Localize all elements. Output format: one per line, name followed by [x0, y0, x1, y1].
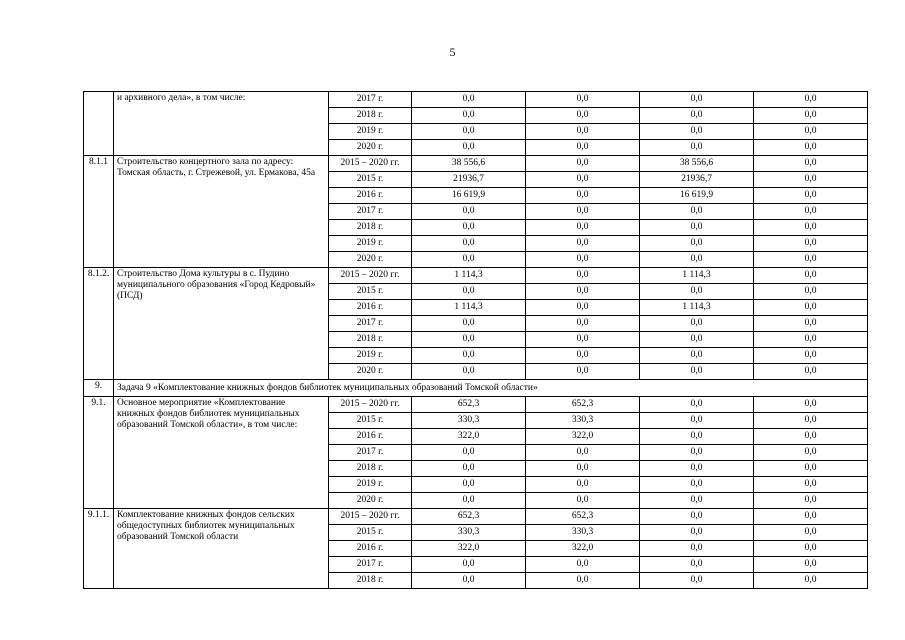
table-row [84, 92, 868, 108]
year-cell: 2018 г. [329, 108, 412, 124]
local-budget-cell: 0,0 [640, 477, 754, 493]
other-sources-cell: 0,0 [754, 557, 868, 573]
other-sources-cell: 0,0 [754, 268, 868, 284]
year-cell: 2020 г. [329, 140, 412, 156]
regional-budget-cell: 0,0 [526, 493, 640, 509]
other-sources-cell: 0,0 [754, 348, 868, 364]
total-cell: 0,0 [412, 108, 526, 124]
regional-budget-cell: 0,0 [526, 557, 640, 573]
total-cell: 0,0 [412, 573, 526, 589]
regional-budget-cell: 0,0 [526, 268, 640, 284]
total-cell: 0,0 [412, 204, 526, 220]
regional-budget-cell: 0,0 [526, 156, 640, 172]
table-row [84, 509, 868, 525]
regional-budget-cell: 0,0 [526, 332, 640, 348]
local-budget-cell: 0,0 [640, 397, 754, 413]
total-cell: 0,0 [412, 493, 526, 509]
other-sources-cell: 0,0 [754, 236, 868, 252]
total-cell: 652,3 [412, 397, 526, 413]
local-budget-cell: 1 114,3 [640, 300, 754, 316]
year-cell: 2018 г. [329, 573, 412, 589]
year-cell: 2015 – 2020 гг. [329, 509, 412, 525]
other-sources-cell: 0,0 [754, 525, 868, 541]
local-budget-cell: 0,0 [640, 541, 754, 557]
regional-budget-cell: 330,3 [526, 413, 640, 429]
regional-budget-cell: 0,0 [526, 348, 640, 364]
total-cell: 0,0 [412, 92, 526, 108]
year-cell: 2015 г. [329, 413, 412, 429]
local-budget-cell: 1 114,3 [640, 268, 754, 284]
regional-budget-cell: 0,0 [526, 188, 640, 204]
local-budget-cell: 0,0 [640, 124, 754, 140]
total-cell: 0,0 [412, 445, 526, 461]
regional-budget-cell: 330,3 [526, 525, 640, 541]
other-sources-cell: 0,0 [754, 188, 868, 204]
local-budget-cell: 0,0 [640, 348, 754, 364]
year-cell: 2015 – 2020 гг. [329, 268, 412, 284]
total-cell: 0,0 [412, 364, 526, 380]
regional-budget-cell: 0,0 [526, 124, 640, 140]
total-cell: 0,0 [412, 124, 526, 140]
total-cell: 0,0 [412, 284, 526, 300]
local-budget-cell: 0,0 [640, 493, 754, 509]
local-budget-cell: 0,0 [640, 252, 754, 268]
table-row [84, 268, 868, 284]
local-budget-cell: 0,0 [640, 220, 754, 236]
year-cell: 2016 г. [329, 429, 412, 445]
other-sources-cell: 0,0 [754, 220, 868, 236]
other-sources-cell: 0,0 [754, 509, 868, 525]
local-budget-cell: 0,0 [640, 573, 754, 589]
item-name: Основное мероприятие «Комплектование книжных фондов библиотек муниципальных образований Томской области», в том числе: [114, 397, 329, 509]
item-number: 8.1.2. [84, 268, 114, 380]
year-cell: 2017 г. [329, 92, 412, 108]
other-sources-cell: 0,0 [754, 124, 868, 140]
year-cell: 2015 г. [329, 284, 412, 300]
year-cell: 2015 – 2020 гг. [329, 397, 412, 413]
local-budget-cell: 0,0 [640, 413, 754, 429]
other-sources-cell: 0,0 [754, 252, 868, 268]
year-cell: 2017 г. [329, 316, 412, 332]
other-sources-cell: 0,0 [754, 284, 868, 300]
item-name: Комплектование книжных фондов сельских общедоступных библиотек муниципальных образований Томской области [114, 509, 329, 589]
local-budget-cell: 0,0 [640, 316, 754, 332]
item-name: Строительство концертного зала по адресу: Томская область, г. Стрежевой, ул. Ермакова, 45а [114, 156, 329, 268]
other-sources-cell: 0,0 [754, 316, 868, 332]
total-cell: 330,3 [412, 525, 526, 541]
total-cell: 0,0 [412, 557, 526, 573]
local-budget-cell: 16 619,9 [640, 188, 754, 204]
year-cell: 2020 г. [329, 364, 412, 380]
local-budget-cell: 0,0 [640, 509, 754, 525]
year-cell: 2015 г. [329, 172, 412, 188]
total-cell: 0,0 [412, 332, 526, 348]
regional-budget-cell: 0,0 [526, 252, 640, 268]
year-cell: 2018 г. [329, 332, 412, 348]
total-cell: 322,0 [412, 541, 526, 557]
regional-budget-cell: 0,0 [526, 284, 640, 300]
regional-budget-cell: 322,0 [526, 541, 640, 557]
other-sources-cell: 0,0 [754, 445, 868, 461]
year-cell: 2019 г. [329, 477, 412, 493]
local-budget-cell: 0,0 [640, 461, 754, 477]
regional-budget-cell: 0,0 [526, 445, 640, 461]
other-sources-cell: 0,0 [754, 397, 868, 413]
local-budget-cell: 0,0 [640, 236, 754, 252]
year-cell: 2015 г. [329, 525, 412, 541]
other-sources-cell: 0,0 [754, 541, 868, 557]
other-sources-cell: 0,0 [754, 477, 868, 493]
year-cell: 2018 г. [329, 220, 412, 236]
regional-budget-cell: 0,0 [526, 316, 640, 332]
item-number: 9.1.1. [84, 509, 114, 589]
regional-budget-cell: 0,0 [526, 461, 640, 477]
item-name: и архивного дела», в том числе: [114, 92, 329, 156]
item-number [84, 92, 114, 156]
local-budget-cell: 0,0 [640, 525, 754, 541]
other-sources-cell: 0,0 [754, 108, 868, 124]
local-budget-cell: 0,0 [640, 364, 754, 380]
budget-table-body [84, 92, 868, 589]
total-cell: 1 114,3 [412, 300, 526, 316]
other-sources-cell: 0,0 [754, 92, 868, 108]
total-cell: 0,0 [412, 316, 526, 332]
local-budget-cell: 0,0 [640, 557, 754, 573]
total-cell: 21936,7 [412, 172, 526, 188]
regional-budget-cell: 652,3 [526, 509, 640, 525]
regional-budget-cell: 0,0 [526, 92, 640, 108]
other-sources-cell: 0,0 [754, 493, 868, 509]
total-cell: 0,0 [412, 236, 526, 252]
local-budget-cell: 38 556,6 [640, 156, 754, 172]
year-cell: 2017 г. [329, 557, 412, 573]
task-title: Задача 9 «Комплектование книжных фондов библиотек муниципальных образований Томской области» [114, 380, 868, 397]
regional-budget-cell: 0,0 [526, 477, 640, 493]
regional-budget-cell: 322,0 [526, 429, 640, 445]
local-budget-cell: 0,0 [640, 204, 754, 220]
local-budget-cell: 0,0 [640, 108, 754, 124]
regional-budget-cell: 0,0 [526, 220, 640, 236]
item-number: 9. [84, 380, 114, 397]
local-budget-cell: 0,0 [640, 92, 754, 108]
local-budget-cell: 21936,7 [640, 172, 754, 188]
item-number: 8.1.1 [84, 156, 114, 268]
regional-budget-cell: 652,3 [526, 397, 640, 413]
other-sources-cell: 0,0 [754, 429, 868, 445]
budget-table [83, 91, 868, 589]
local-budget-cell: 0,0 [640, 140, 754, 156]
other-sources-cell: 0,0 [754, 156, 868, 172]
local-budget-cell: 0,0 [640, 284, 754, 300]
total-cell: 330,3 [412, 413, 526, 429]
year-cell: 2019 г. [329, 236, 412, 252]
total-cell: 0,0 [412, 220, 526, 236]
other-sources-cell: 0,0 [754, 300, 868, 316]
year-cell: 2018 г. [329, 461, 412, 477]
year-cell: 2019 г. [329, 124, 412, 140]
total-cell: 0,0 [412, 140, 526, 156]
regional-budget-cell: 0,0 [526, 108, 640, 124]
year-cell: 2020 г. [329, 252, 412, 268]
local-budget-cell: 0,0 [640, 429, 754, 445]
regional-budget-cell: 0,0 [526, 364, 640, 380]
total-cell: 652,3 [412, 509, 526, 525]
regional-budget-cell: 0,0 [526, 300, 640, 316]
table-row [84, 397, 868, 413]
other-sources-cell: 0,0 [754, 332, 868, 348]
year-cell: 2017 г. [329, 204, 412, 220]
item-name: Строительство Дома культуры в с. Пудино муниципального образования «Город Кедровый» (ПСД) [114, 268, 329, 380]
year-cell: 2015 – 2020 гг. [329, 156, 412, 172]
year-cell: 2019 г. [329, 348, 412, 364]
total-cell: 0,0 [412, 252, 526, 268]
total-cell: 0,0 [412, 477, 526, 493]
total-cell: 0,0 [412, 348, 526, 364]
total-cell: 322,0 [412, 429, 526, 445]
task-row [84, 380, 868, 397]
page-number: 5 [449, 45, 456, 59]
year-cell: 2016 г. [329, 541, 412, 557]
local-budget-cell: 0,0 [640, 445, 754, 461]
regional-budget-cell: 0,0 [526, 140, 640, 156]
year-cell: 2017 г. [329, 445, 412, 461]
other-sources-cell: 0,0 [754, 461, 868, 477]
item-number: 9.1. [84, 397, 114, 509]
year-cell: 2020 г. [329, 493, 412, 509]
total-cell: 16 619,9 [412, 188, 526, 204]
regional-budget-cell: 0,0 [526, 236, 640, 252]
local-budget-cell: 0,0 [640, 332, 754, 348]
total-cell: 38 556,6 [412, 156, 526, 172]
total-cell: 0,0 [412, 461, 526, 477]
other-sources-cell: 0,0 [754, 140, 868, 156]
other-sources-cell: 0,0 [754, 413, 868, 429]
year-cell: 2016 г. [329, 188, 412, 204]
regional-budget-cell: 0,0 [526, 204, 640, 220]
table-row [84, 156, 868, 172]
regional-budget-cell: 0,0 [526, 172, 640, 188]
other-sources-cell: 0,0 [754, 364, 868, 380]
year-cell: 2016 г. [329, 300, 412, 316]
other-sources-cell: 0,0 [754, 573, 868, 589]
other-sources-cell: 0,0 [754, 204, 868, 220]
regional-budget-cell: 0,0 [526, 573, 640, 589]
other-sources-cell: 0,0 [754, 172, 868, 188]
total-cell: 1 114,3 [412, 268, 526, 284]
